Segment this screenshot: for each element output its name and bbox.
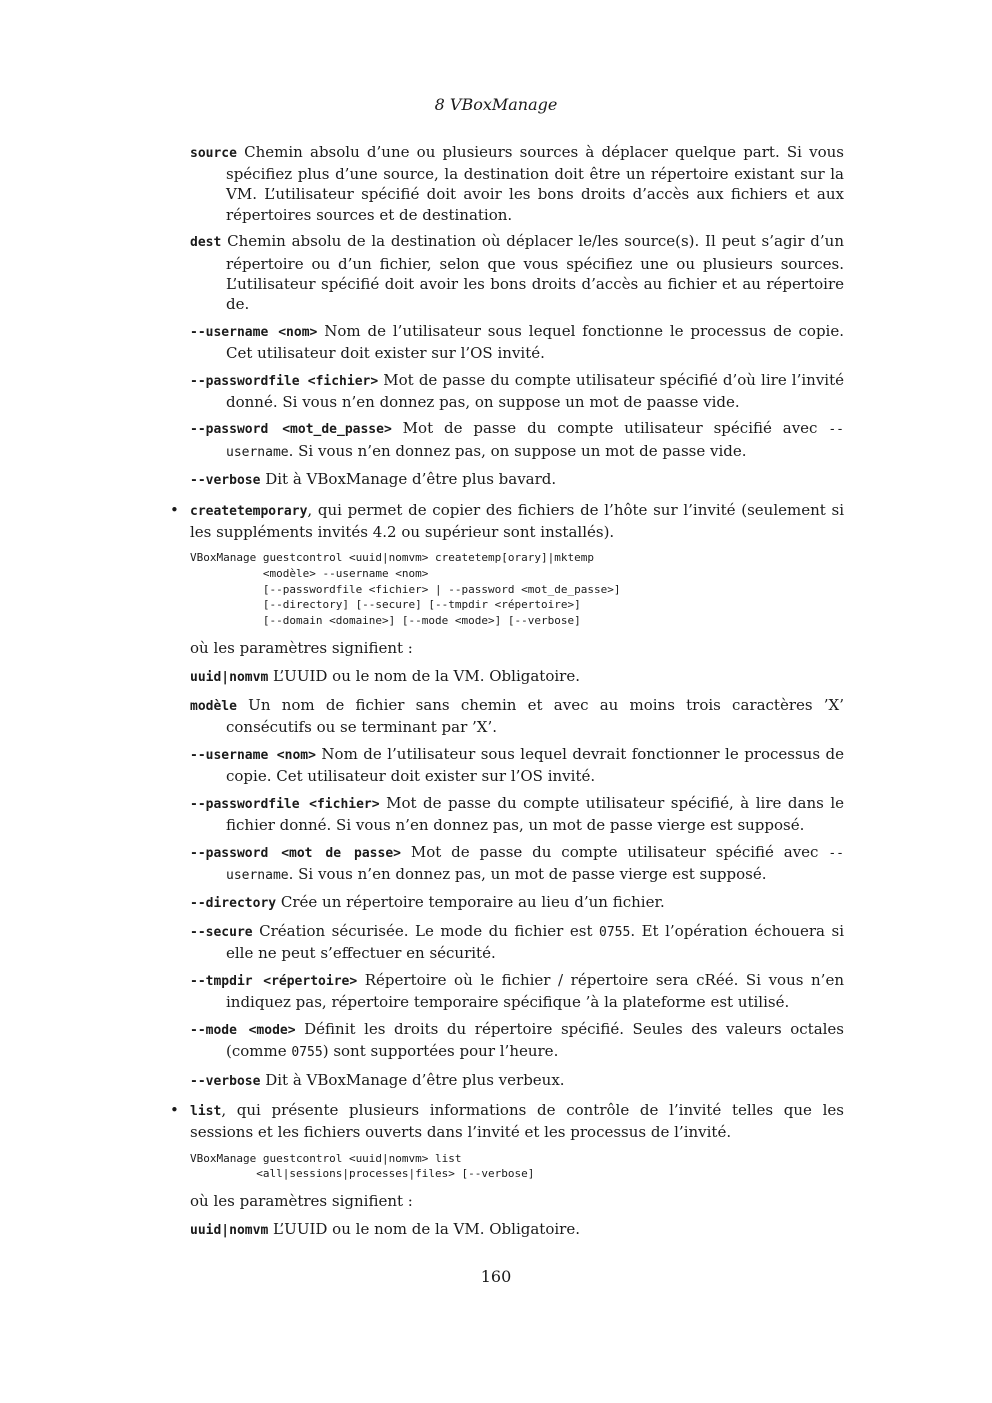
definition-list [164,142,844,492]
definition-text: Mot de passe du compte utilisateur spécifié, à lire dans le fichier donné. Si vous n’en donnez pas, un mot de passe vierge est supposé. [226,793,845,834]
option-term: modèle [190,698,237,714]
command-term: list [190,1104,222,1120]
definition-text: L’UUID ou le nom de la VM. Obligatoire. [268,1220,580,1239]
definition-item [190,370,844,412]
definition-text: . Si vous n’en donnez pas, un mot de passe vierge est supposé. [288,864,767,883]
option-term: --tmpdir <répertoire> [190,974,358,990]
definition-item [190,1019,844,1063]
definition-text: Création sécurisée. Le mode du fichier est [252,922,599,941]
option-term: --passwordfile <fichier> [190,373,379,389]
option-term: --password <mot_de_passe> [190,422,392,438]
bullet-text: , qui présente plusieurs informations de contrôle de l’invité telles que les sessions et les fichiers ouverts dans l’invité et les processus de l’invité. [190,1101,844,1142]
definition-text: Crée un répertoire temporaire au lieu d’un fichier. [276,893,665,912]
option-term: uuid|nomvm [190,670,269,686]
bullet-item-list [164,1100,844,1142]
command-term: createtemporary [190,503,308,519]
option-term: dest [190,235,222,251]
definition-item [190,970,844,1012]
code-block: VBoxManage guestcontrol <uuid|nomvm> createtemp[orary]|mktemp <modèle> --username <nom> [--passwordfile <fichier> | --password <mot_de_passe>] [--directory] [--secure] [--tmpdir <répertoire>] [--domain <domaine>] [--mode <mode>] [--verbose] [190,550,621,628]
definition-text: ) sont supportées pour l’heure. [322,1042,559,1061]
option-term: --directory [190,896,277,912]
inline-code: --username [226,845,844,883]
params-intro: où les paramètres signifient : [190,638,413,657]
definition-item [190,142,844,225]
running-header: 8 VBoxManage [434,95,558,114]
definition-item [190,1070,844,1092]
inline-code: --username [226,422,844,460]
definition-item [190,469,844,491]
definition-text: . Et l’opération échouera si elle ne peut s’effectuer en sécurité. [226,922,844,963]
bullet-text: , qui permet de copier des fichiers de l’hôte sur l’invité (seulement si les suppléments invités 4.2 ou supérieur sont installés). [190,500,844,541]
bullet-icon: • [170,1101,179,1120]
definition-text: Dit à VBoxManage d’être plus verbeux. [260,1070,565,1089]
definition-list [164,1219,844,1241]
option-term: uuid|nomvm [190,1223,269,1239]
option-term: --passwordfile <fichier> [190,796,380,812]
option-term: source [190,146,237,161]
definition-text: Un nom de fichier sans chemin et avec au moins trois caractères ’X’ consécutifs ou se terminant par ’X’. [226,695,844,737]
definition-text: Définit les droits du répertoire spécifié. Seules des valeurs octales (comme [226,1019,845,1061]
definition-text: Nom de l’utilisateur sous lequel devrait fonctionner le processus de copie. Cet utilisateur doit exister sur l’OS invité. [226,744,844,785]
definition-text: Nom de l’utilisateur sous lequel fonctionne le processus de copie. Cet utilisateur doit exister sur l’OS invité. [226,321,844,362]
definition-text: Répertoire où le fichier / répertoire sera cRéé. Si vous n’en indiquez pas, répertoire temporaire spécifique ’à la plateforme est utilisé. [226,971,844,1012]
page-number: 160 [480,1267,512,1286]
option-term: --secure [190,925,253,941]
definition-text: L’UUID ou le nom de la VM. Obligatoire. [268,667,580,686]
inline-code: 0755 [291,1045,323,1061]
definition-item [190,793,844,835]
definition-text: Chemin absolu d’une ou plusieurs sources à déplacer quelque part. Si vous spécifiez plus d’une source, la destination doit être un répertoire existant sur la VM. L’utilisateur spécifié doit avoir les bons droits d’accès aux fichiers et aux répertoires sources et de destination. [226,143,844,224]
definition-item [190,892,844,914]
definition-text: Dit à VBoxManage d’être plus bavard. [260,470,557,489]
bullet-icon: • [170,500,179,519]
option-term: --username <nom> [190,324,318,340]
definition-item [190,1219,844,1241]
definition-text: Mot de passe du compte utilisateur spécifié avec [391,419,829,438]
definition-text: Mot de passe du compte utilisateur spécifié d’où lire l’invité donné. Si vous n’en donnez pas, on suppose un mot de paasse vide. [226,370,845,411]
definition-item [190,695,844,737]
definition-item [190,321,844,363]
definition-item [190,666,844,688]
page-content [164,142,844,1248]
option-term: --verbose [190,1073,261,1089]
inline-code: 0755 [599,925,631,941]
params-intro: où les paramètres signifient : [190,1192,413,1211]
bullet-item-createtemporary [164,500,844,542]
definition-item [190,842,844,886]
definition-item [190,231,844,314]
option-term: --username <nom> [190,747,316,763]
definition-text: Mot de passe du compte utilisateur spécifié avec [400,842,829,861]
code-block: VBoxManage guestcontrol <uuid|nomvm> list <all|sessions|processes|files> [--verbose] [190,1151,535,1181]
definition-item [190,921,844,963]
option-term: --mode <mode> [190,1022,296,1038]
option-term: --verbose [190,473,261,489]
definition-text: . Si vous n’en donnez pas, on suppose un mot de passe vide. [288,441,747,460]
definition-text: Chemin absolu de la destination où déplacer le/les source(s). Il peut s’agir d’un répertoire ou d’un fichier, selon que vous spécifiez une ou plusieurs sources. L’utilisateur spécifié doit avoir les bons droits d’accès au fichier et au répertoire de. [221,232,844,313]
definition-item [190,418,844,462]
definition-item [190,744,844,786]
option-term: --password <mot de passe> [190,845,401,861]
definition-list [164,666,844,1092]
